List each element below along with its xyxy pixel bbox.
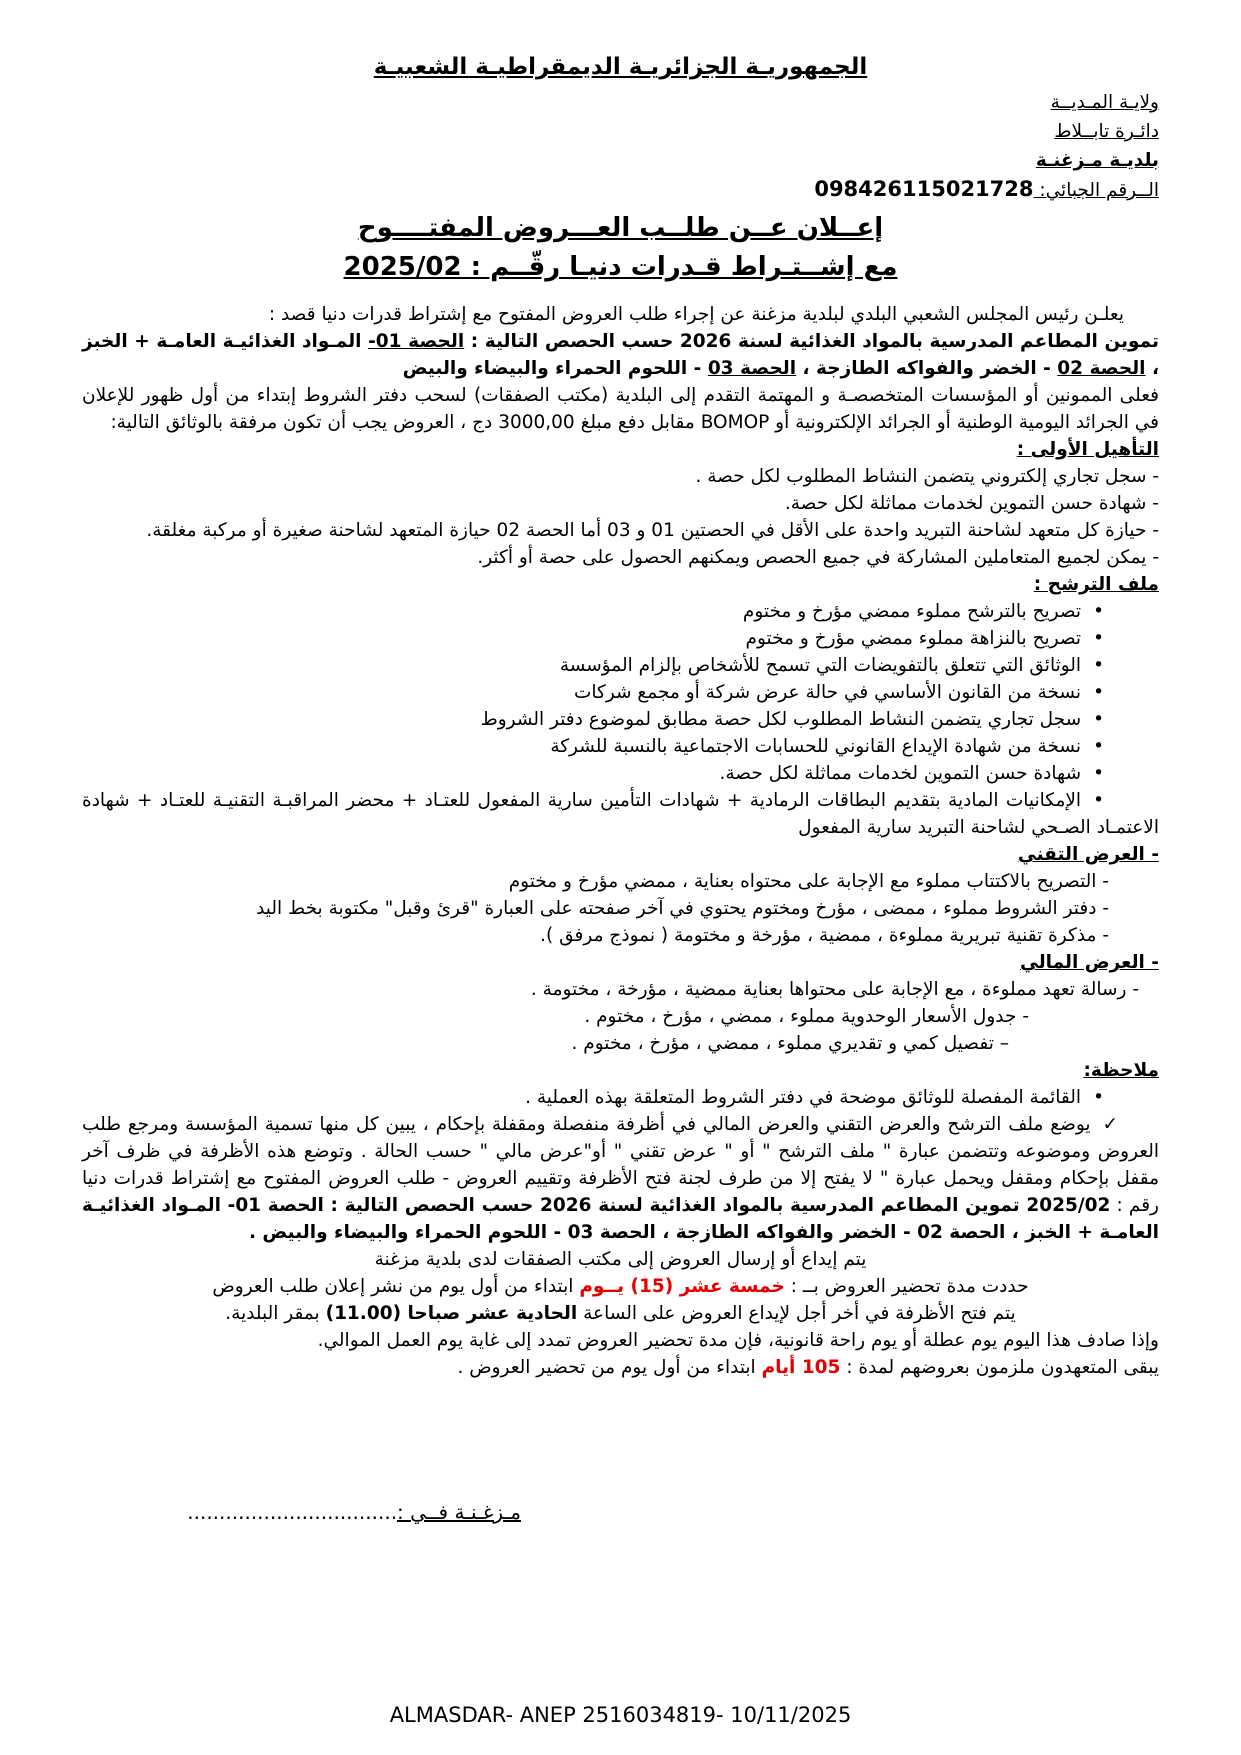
note-item-text: القائمة المفصلة للوثائق موضحة في دفتر الشروط المتعلقة بهذه العملية . bbox=[525, 1087, 1082, 1108]
tax-number: 098426115021728 bbox=[814, 177, 1034, 201]
announcement-body bbox=[82, 301, 1159, 1381]
candidacy-item-text: الوثائق التي تتعلق بالتفويضات التي تسمح للأشخاص بإلزام المؤسسة bbox=[559, 655, 1082, 676]
signature-place-label: مـزغـنـة فــي : bbox=[397, 1500, 521, 1524]
candidacy-item-text: نسخة من القانون الأساسي في حالة عرض شركة أو مجمع شركات bbox=[573, 682, 1082, 703]
subject-paragraph: تموين المطاعم المدرسية بالمواد الغذائية لسنة 2026 حسب الحصص التالية : الحصة 01- المـواد الغذائيـة العامـة + الخبز ، الحصة 02 - الخضر والفواكه الطازجة ، الحصة 03 - اللحوم الحمراء والبيضاء والبيض bbox=[82, 331, 1160, 379]
envelope-paragraph bbox=[82, 1111, 1159, 1246]
footer-anep: ALMASDAR- ANEP 2516034819- 10/11/2025 bbox=[389, 1703, 852, 1727]
announcement-title-line2: مع إشــتـراط قـدرات دنيـا رقّــم : 2025/02 bbox=[343, 252, 898, 282]
candidacy-item-text: تصريح بالترشح مملوء ممضي مؤرخ و مختوم bbox=[742, 601, 1082, 622]
candidacy-heading: ملف الترشح : bbox=[1033, 574, 1159, 595]
qualification-item: - يمكن لجميع المتعاملين المشاركة في جميع الحصص ويمكنهم الحصول على حصة أو أكثر. bbox=[477, 547, 1159, 568]
qualification-item: - حيازة كل متعهد لشاحنة التبريد واحدة على الأقل في الحصتين 01 و 03 أما الحصة 02 حيازة المتعهد لشاحنة صغيرة أو مركبة مغلقة. bbox=[146, 520, 1159, 541]
candidacy-item bbox=[82, 598, 1159, 625]
deposit-line: يتم إيداع أو إرسال العروض إلى مكتب الصفقات لدى بلدية مزغنة bbox=[374, 1249, 867, 1270]
candidacy-item-text: سجل تجاري يتضمن النشاط المطلوب لكل حصة مطابق لموضوع دفتر الشروط bbox=[480, 709, 1082, 730]
financial-offer-item: – تفصيل كمي و تقديري مملوء ، ممضي ، مؤرخ ، مختوم . bbox=[571, 1033, 1009, 1054]
commune-label: بلديـة مـزغنـة bbox=[1035, 150, 1159, 171]
validity-line: يبقى المتعهدون ملزمون بعروضهم لمدة : 105 أيام ابتداء من أول يوم من تحضير العروض . bbox=[457, 1357, 1159, 1378]
tax-line bbox=[82, 175, 1159, 205]
technical-offer-item: - التصريح بالاكتتاب مملوء مع الإجابة على محتواه بعناية ، ممضي مؤرخ و مختوم bbox=[508, 871, 1109, 892]
candidacy-item bbox=[82, 733, 1159, 760]
candidacy-item-text: الإمكانيات المادية بتقديم البطاقات الرمادية + شهادات التأمين سارية المفعول للعتـاد + محضر المراقبـة التقنيـة للعتـاد + شهادة الاعتمـاد الصـحي لشاحنة التبريد سارية المفعول bbox=[82, 790, 1159, 838]
intro-paragraph: يعلـن رئيس المجلس الشعبي البلدي لبلدية مزغنة عن إجراء طلب العروض المفتوح مع إشتراط قدرات دنيا قصد : bbox=[268, 304, 1124, 325]
financial-offer-item: - جدول الأسعار الوحدوية مملوء ، ممضي ، مؤرخ ، مختوم . bbox=[584, 1006, 1029, 1027]
candidacy-item bbox=[82, 760, 1159, 787]
bullet-icon: • bbox=[1093, 790, 1104, 811]
qualification-heading: التأهيل الأولى : bbox=[1016, 439, 1159, 460]
qualification-item: - شهادة حسن التموين لخدمات مماثلة لكل حصة. bbox=[784, 493, 1159, 514]
candidacy-item bbox=[82, 706, 1159, 733]
preparation-period-line: حددت مدة تحضير العروض بــ : خمسة عشر (15) يــوم ابتداء من أول يوم من نشر إعلان طلب العروض bbox=[212, 1276, 1029, 1297]
signature-line bbox=[187, 1499, 521, 1526]
candidacy-item bbox=[82, 625, 1159, 652]
note-heading: ملاحظة: bbox=[1083, 1060, 1159, 1081]
candidacy-item bbox=[82, 787, 1159, 841]
bullet-icon: • bbox=[1093, 682, 1104, 703]
candidacy-item-text: تصريح بالنزاهة مملوء ممضي مؤرخ و مختوم bbox=[745, 628, 1082, 649]
bullet-icon: • bbox=[1093, 1087, 1104, 1108]
daira-label: دائـرة تابــلاط bbox=[1054, 121, 1159, 142]
signature-dots: ................................. bbox=[187, 1500, 398, 1524]
candidacy-item bbox=[82, 679, 1159, 706]
technical-offer-heading: - العرض التقني bbox=[1017, 844, 1159, 865]
qualification-item: - سجل تجاري إلكتروني يتضمن النشاط المطلوب لكل حصة . bbox=[695, 466, 1159, 487]
financial-offer-heading: - العرض المالي bbox=[1020, 952, 1159, 973]
technical-offer-item: - دفتر الشروط مملوء ، ممضى ، مؤرخ ومختوم يحتوي في آخر صفحته على العبارة "قرئ وقبل" مكتوبة بخط اليد bbox=[256, 898, 1109, 919]
bullet-icon: • bbox=[1093, 763, 1104, 784]
tax-label: الــرقم الجبائي: bbox=[1033, 180, 1159, 201]
bullet-icon: • bbox=[1093, 601, 1104, 622]
note-item bbox=[82, 1084, 1159, 1111]
wilaya-label: ولايـة المـديــة bbox=[1050, 92, 1159, 113]
announcement-title-line1: إعــلان عــن طلــب العـــروض المفتــــوح bbox=[357, 213, 884, 243]
bullet-icon: • bbox=[1093, 628, 1104, 649]
bullet-icon: • bbox=[1093, 655, 1104, 676]
candidacy-item-text: نسخة من شهادة الإيداع القانوني للحسابات الاجتماعية بالنسبة للشركة bbox=[550, 736, 1082, 757]
bullet-icon: • bbox=[1093, 709, 1104, 730]
republic-title: الجمهوريـة الجزائريـة الديمقراطيـة الشعبيـة bbox=[373, 54, 868, 80]
financial-offer-item: - رسالة تعهد مملوءة ، مع الإجابة على محتواها بعناية ممضية ، مؤرخة ، مختومة . bbox=[530, 979, 1139, 1000]
candidacy-item-text: شهادة حسن التموين لخدمات مماثلة لكل حصة. bbox=[719, 763, 1082, 784]
check-icon: ✓ bbox=[1102, 1114, 1119, 1135]
admin-block bbox=[82, 88, 1159, 205]
opening-line: يتم فتح الأظرفة في أخر أجل لإيداع العروض على الساعة الحادية عشر صباحا (11.00) بمقر البلدية. bbox=[225, 1303, 1016, 1324]
holiday-line: وإذا صادف هذا اليوم يوم عطلة أو يوم راحة قانونية، فإن مدة تحضير العروض تمدد إلى غاية يوم العمل الموالي. bbox=[317, 1330, 1159, 1351]
invitation-paragraph: فعلى الممونين أو المؤسسات المتخصصـة و المهتمة التقدم إلى البلدية (مكتب الصفقات) لسحب دفتر الشروط إبتداء من أول ظهور للإعلان في الجرائد اليومية الوطنية أو الجرائد الإلكترونية أو BOMOP مقابل دفع مبلغ 3000,00 دج ، العروض يجب أن تكون مرفقة بالوثائق التالية: bbox=[82, 385, 1159, 433]
candidacy-item bbox=[82, 652, 1159, 679]
technical-offer-item: - مذكرة تقنية تبريرية مملوءة ، ممضية ، مؤرخة و مختومة ( نموذج مرفق ). bbox=[540, 925, 1109, 946]
bullet-icon: • bbox=[1093, 736, 1104, 757]
envelope-paragraph-text: يوضع ملف الترشح والعرض التقني والعرض المالي في أظرفة منفصلة ومقفلة بإحكام ، يبين كل منها تسمية المؤسسة ومرجع طلب العروض وموضوعه وتتضمن عبارة " ملف الترشح " أو " عرض تقني " أو"عرض مالي " حسب الحالة . وتوضع هذه الأظرفة في ظرف آخر مقفل بإحكام ومقفل ويحمل عبارة " لا يفتح إلا من طرف لجنة فتح الأظرفة وتقييم العروض - طلب العروض المفتوح مع إشتراط قدرات دنيا رقم : 2025/02 تموين المطاعم المدرسية بالمواد الغذائية لسنة 2026 حسب الحصص التالية : الحصة 01- المـواد الغذائيـة العامـة + الخبز ، الحصة 02 - الخضر والفواكه الطازجة ، الحصة 03 - اللحوم الحمراء والبيضاء والبيض . bbox=[82, 1114, 1159, 1243]
announcement-title bbox=[82, 209, 1159, 287]
